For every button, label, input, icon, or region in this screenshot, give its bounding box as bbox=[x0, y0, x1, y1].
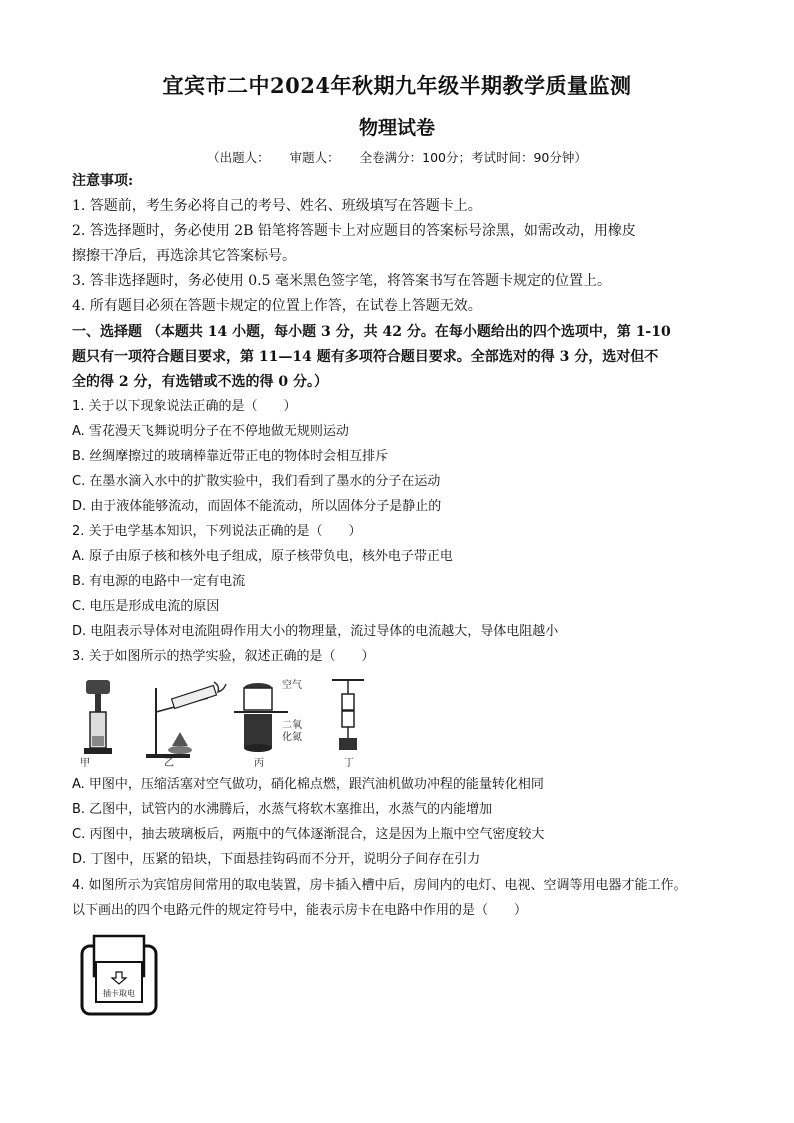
exam-meta bbox=[0, 148, 794, 166]
note-item: 2. 答选择题时，务必使用 2B 铅笔将答题卡上对应题目的答案标号涂黑，如需改动，用橡皮 bbox=[72, 223, 636, 239]
no2-label-b: 化氮 bbox=[282, 732, 302, 743]
reviewer-label: 审题人： bbox=[289, 150, 340, 165]
question-option: D. 由于液体能够流动，而固体不能流动，所以固体分子是静止的 bbox=[72, 499, 442, 514]
question-option: B. 有电源的电路中一定有电流 bbox=[72, 574, 246, 589]
question-option: A. 原子由原子核和核外电子组成，原子核带负电，核外电子带正电 bbox=[72, 549, 453, 564]
section-heading: 一、选择题 （本题共 14 小题，每小题 3 分，共 42 分。在每小题给出的四个选项中，第 1-10 bbox=[72, 324, 671, 340]
section-heading: 全的得 2 分，有选错或不选的得 0 分。） bbox=[72, 374, 328, 390]
question-option: D. 电阻表示导体对电流阻碍作用大小的物理量，流过导体的电流越大，导体电阻越小 bbox=[72, 624, 559, 639]
setter-label: （出题人： bbox=[207, 150, 270, 165]
note-item: 4. 所有题目必须在答题卡规定的位置上作答，在试卷上答题无效。 bbox=[72, 298, 482, 314]
device-label: 插卡取电 bbox=[103, 989, 135, 998]
figure-label-ding: 丁 bbox=[344, 758, 354, 768]
score-time-label: 全卷满分：100分；考试时间：90分钟） bbox=[359, 150, 587, 165]
question-stem: 2. 关于电学基本知识，下列说法正确的是（ ） bbox=[72, 524, 362, 539]
question-option: B. 乙图中，试管内的水沸腾后，水蒸气将软木塞推出，水蒸气的内能增加 bbox=[72, 802, 493, 817]
exam-subject: 物理试卷 bbox=[358, 117, 435, 139]
question-option: A. 甲图中，压缩活塞对空气做功，硝化棉点燃，跟汽油机做功冲程的能量转化相同 bbox=[72, 777, 544, 792]
question-option: B. 丝绸摩擦过的玻璃棒靠近带正电的物体时会相互排斥 bbox=[72, 449, 389, 464]
note-item: 擦擦干净后，再选涂其它答案标号。 bbox=[72, 248, 296, 264]
question-option: A. 雪花漫天飞舞说明分子在不停地做无规则运动 bbox=[72, 424, 349, 439]
question-option: D. 丁图中，压紧的铅块，下面悬挂钩码而不分开，说明分子间存在引力 bbox=[72, 852, 481, 867]
question-stem: 4. 如图所示为宾馆房间常用的取电装置，房卡插入槽中后，房间内的电灯、电视、空调等用电器才能工作。 bbox=[72, 878, 687, 893]
exam-title: 宜宾市二中2024年秋期九年级半期教学质量监测 bbox=[162, 73, 632, 98]
figure-label-jia: 甲 bbox=[80, 758, 90, 768]
section-heading: 题只有一项符合题目要求，第 11—14 题有多项符合题目要求。全部选对的得 3 分，选对但不 bbox=[72, 349, 659, 365]
notes-heading: 注意事项: bbox=[72, 173, 134, 189]
air-label: 空气 bbox=[282, 680, 302, 691]
no2-label-a: 二氧 bbox=[282, 720, 302, 731]
question-stem: 1. 关于以下现象说法正确的是（ ） bbox=[72, 399, 297, 414]
figure-ding bbox=[332, 680, 364, 750]
heat-experiments-figure bbox=[76, 676, 376, 768]
figure-label-yi: 乙 bbox=[164, 758, 174, 768]
question-option: C. 在墨水滴入水中的扩散实验中，我们看到了墨水的分子在运动 bbox=[72, 474, 441, 489]
figure-bing bbox=[234, 678, 302, 752]
question-option: C. 电压是形成电流的原因 bbox=[72, 599, 220, 614]
question-stem: 以下画出的四个电路元件的规定符号中，能表示房卡在电路中作用的是（ ） bbox=[72, 903, 528, 918]
note-item: 3. 答非选择题时，务必使用 0.5 毫米黑色签字笔，将答案书写在答题卡规定的位置上。 bbox=[72, 273, 611, 289]
question-stem: 3. 关于如图所示的热学实验，叙述正确的是（ ） bbox=[72, 649, 375, 664]
question-option: C. 丙图中，抽去玻璃板后，两瓶中的气体逐渐混合，这是因为上瓶中空气密度较大 bbox=[72, 827, 545, 842]
figure-jia bbox=[84, 680, 112, 754]
figure-yi bbox=[146, 682, 226, 758]
figure-label-bing: 丙 bbox=[254, 758, 264, 768]
card-power-device-figure bbox=[80, 932, 160, 1018]
note-item: 1. 答题前，考生务必将自己的考号、姓名、班级填写在答题卡上。 bbox=[72, 198, 482, 214]
